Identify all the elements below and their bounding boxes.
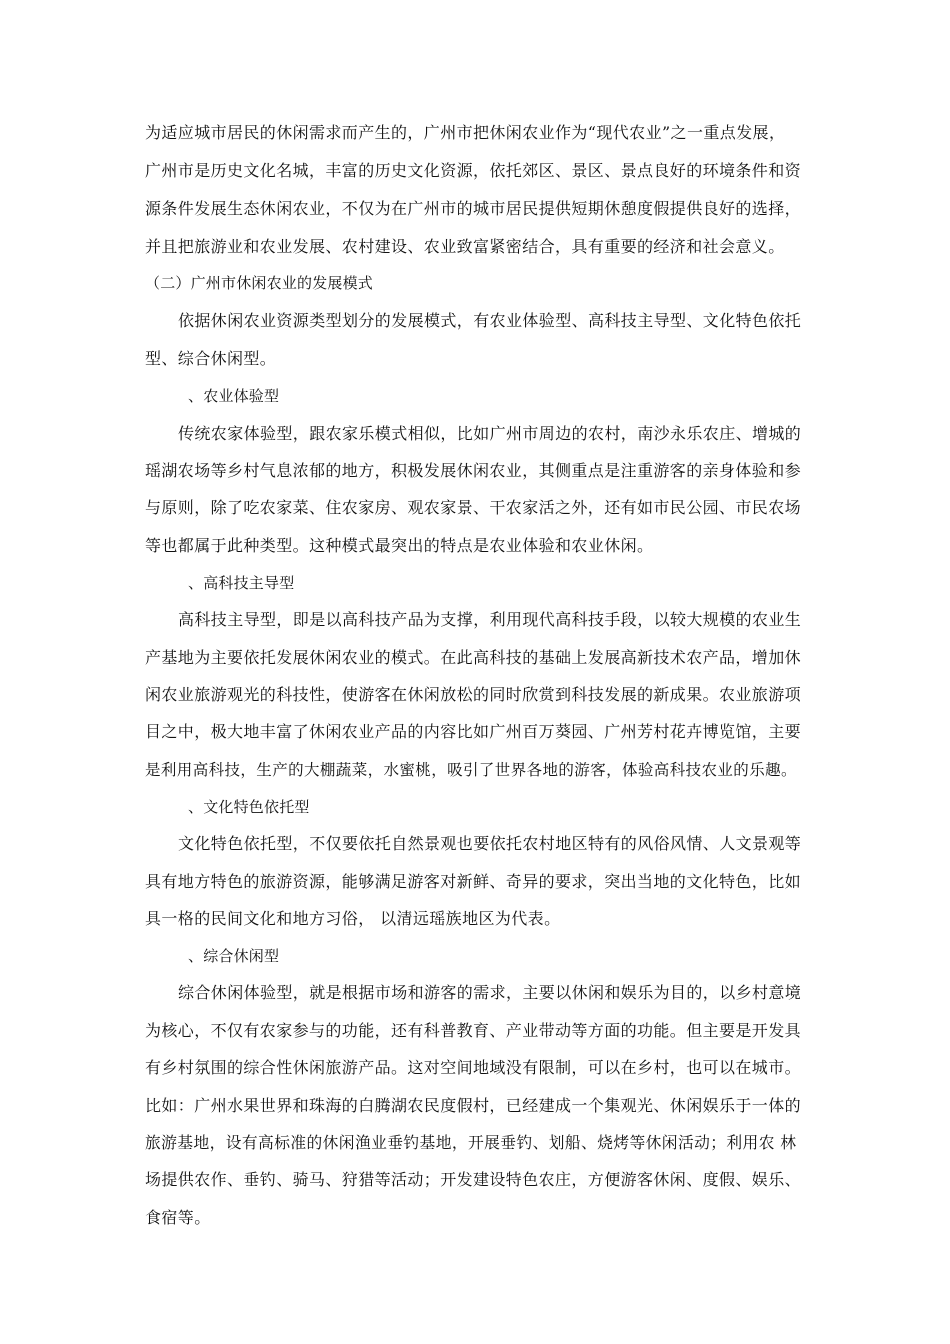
text-line: 型、综合休闲型。 <box>145 349 277 368</box>
text-line: 比如：广州水果世界和珠海的白腾湖农民度假村，已经建成一个集观光、休闲娱乐于一体的 <box>145 1096 802 1115</box>
text-line: 是利用高科技，生产的大棚蔬菜，水蜜桃，吸引了世界各地的游客，体验高科技农业的乐趣。 <box>145 761 797 779</box>
subsection-heading: 、高科技主导型 <box>188 574 295 592</box>
text-line: 闲农业旅游观光的科技性，使游客在休闲放松的同时欣赏到科技发展的新成果。农业旅游项 <box>145 685 802 704</box>
text-line: 目之中，极大地丰富了休闲农业产品的内容比如广州百万葵园、广州芳村花卉博览馆，主要 <box>145 722 802 741</box>
section-heading: （二）广州市休闲农业的发展模式 <box>145 274 374 292</box>
text-line: 高科技主导型，即是以高科技产品为支撑，利用现代高科技手段，以较大规模的农业生 <box>178 610 802 629</box>
text-line: 传统农家体验型，跟农家乐模式相似，比如广州市周边的农村，南沙永乐农庄、增城的 <box>178 424 802 443</box>
text-line: 综合休闲体验型，就是根据市场和游客的需求，主要以休闲和娱乐为目的，以乡村意境 <box>178 983 802 1002</box>
text-line: 等也都属于此种类型。这种模式最突出的特点是农业体验和农业休闲。 <box>145 536 654 555</box>
text-line: 与原则，除了吃农家菜、住农家房、观农家景、干农家活之外，还有如市民公园、市民农场 <box>145 498 802 517</box>
subsection-heading: 、综合休闲型 <box>188 947 280 965</box>
text-line: 具一格的民间文化和地方习俗， 以清远瑶族地区为代表。 <box>145 909 561 928</box>
text-line: 具有地方特色的旅游资源，能够满足游客对新鲜、奇异的要求，突出当地的文化特色，比如 <box>145 872 802 891</box>
text-line: 旅游基地，设有高标准的休闲渔业垂钓基地，开展垂钓、划船、烧烤等休闲活动；利用农 林 <box>145 1133 797 1152</box>
text-line: 有乡村氛围的综合性休闲旅游产品。这对空间地域没有限制，可以在乡村，也可以在城市。 <box>145 1058 802 1077</box>
text-line: 为核心，不仅有农家参与的功能，还有科普教育、产业带动等方面的功能。但主要是开发具 <box>145 1021 802 1040</box>
text-line: 瑶湖农场等乡村气息浓郁的地方，积极发展休闲农业，其侧重点是注重游客的亲身体验和参 <box>145 461 802 480</box>
text-line: 食宿等。 <box>145 1208 211 1227</box>
text-line: 文化特色依托型，不仅要依托自然景观也要依托农村地区特有的风俗风情、人文景观等 <box>178 834 802 853</box>
text-line: 广州市是历史文化名城，丰富的历史文化资源，依托郊区、景区、景点良好的环境条件和资 <box>145 161 802 180</box>
text-line: 产基地为主要依托发展休闲农业的模式。在此高科技的基础上发展高新技术农产品，增加休 <box>145 648 802 667</box>
text-line: 并且把旅游业和农业发展、农村建设、农业致富紧密结合，具有重要的经济和社会意义。 <box>145 237 785 256</box>
text-line: 依据休闲农业资源类型划分的发展模式，有农业体验型、高科技主导型、文化特色依托 <box>178 311 802 330</box>
text-line: 场提供农作、垂钓、骑马、狩猎等活动；开发建设特色农庄，方便游客休闲、度假、娱乐、 <box>145 1170 802 1189</box>
subsection-heading: 、农业体验型 <box>188 387 280 405</box>
text-line: 源条件发展生态休闲农业，不仅为在广州市的城市居民提供短期休憩度假提供良好的选择， <box>145 199 802 218</box>
subsection-heading: 、文化特色依托型 <box>188 798 310 816</box>
text-line: 为适应城市居民的休闲需求而产生的，广州市把休闲农业作为“现代农业”之一重点发展， <box>145 123 786 142</box>
